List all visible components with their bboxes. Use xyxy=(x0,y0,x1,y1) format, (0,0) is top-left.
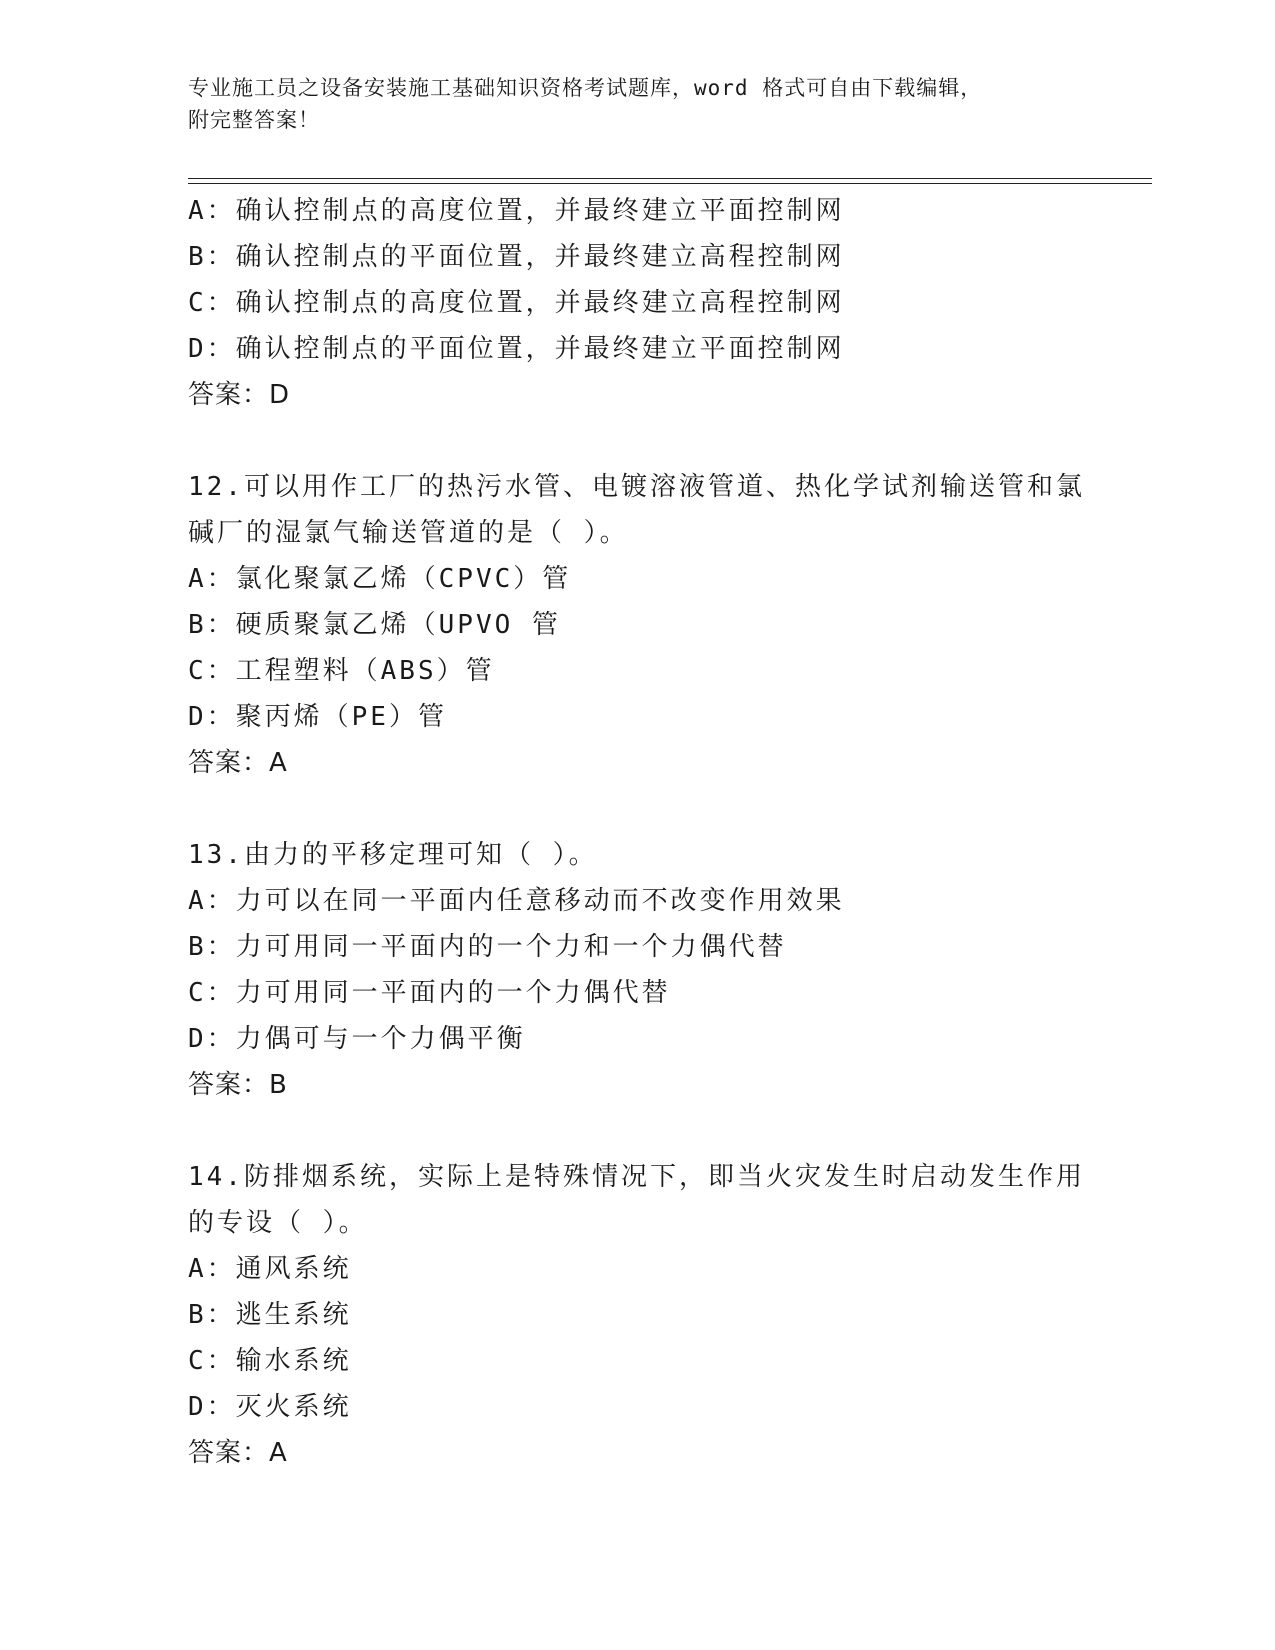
question-stem-line-1: 13.由力的平移定理可知（ ）。 xyxy=(188,840,598,870)
question-list xyxy=(188,188,1108,1476)
option-d: D：聚丙烯（PE）管 xyxy=(188,702,447,732)
question-11 xyxy=(188,188,1108,418)
option-b: B：确认控制点的平面位置，并最终建立高程控制网 xyxy=(188,242,845,272)
option-b: B：逃生系统 xyxy=(188,1300,352,1330)
spacer xyxy=(188,1108,1108,1154)
option-a: A：通风系统 xyxy=(188,1254,352,1284)
option-c: C：确认控制点的高度位置，并最终建立高程控制网 xyxy=(188,288,845,318)
question-13 xyxy=(188,832,1108,1108)
option-d: D：灭火系统 xyxy=(188,1392,352,1422)
question-stem-line-2: 的专设（ ）。 xyxy=(188,1208,368,1238)
option-a: A：氯化聚氯乙烯（CPVC）管 xyxy=(188,564,572,594)
answer: 答案：D xyxy=(188,380,291,410)
option-a: A：力可以在同一平面内任意移动而不改变作用效果 xyxy=(188,886,845,916)
option-d: D：确认控制点的平面位置，并最终建立平面控制网 xyxy=(188,334,845,364)
document-header xyxy=(188,72,1088,136)
option-c: C：力可用同一平面内的一个力偶代替 xyxy=(188,978,671,1008)
answer: 答案：B xyxy=(188,1070,288,1100)
header-line-1: 专业施工员之设备安装施工基础知识资格考试题库，word 格式可自由下载编辑， xyxy=(188,76,983,100)
option-d: D：力偶可与一个力偶平衡 xyxy=(188,1024,526,1054)
header-line-2: 附完整答案！ xyxy=(188,108,320,132)
spacer xyxy=(188,418,1108,464)
option-b: B：硬质聚氯乙烯（UPVO 管 xyxy=(188,610,561,640)
header-divider-bottom xyxy=(188,183,1152,184)
answer: 答案：A xyxy=(188,748,288,778)
option-c: C：工程塑料（ABS）管 xyxy=(188,656,495,686)
spacer xyxy=(188,786,1108,832)
question-stem-line-1: 12.可以用作工厂的热污水管、电镀溶液管道、热化学试剂输送管和氯 xyxy=(188,472,1085,502)
option-c: C：输水系统 xyxy=(188,1346,352,1376)
header-divider-top xyxy=(188,178,1152,179)
question-stem-line-2: 碱厂的湿氯气输送管道的是（ ）。 xyxy=(188,518,629,548)
option-a: A：确认控制点的高度位置，并最终建立平面控制网 xyxy=(188,196,845,226)
answer: 答案：A xyxy=(188,1438,288,1468)
option-b: B：力可用同一平面内的一个力和一个力偶代替 xyxy=(188,932,787,962)
question-12 xyxy=(188,464,1108,786)
question-stem-line-1: 14.防排烟系统，实际上是特殊情况下，即当火灾发生时启动发生作用 xyxy=(188,1162,1085,1192)
question-14 xyxy=(188,1154,1108,1476)
